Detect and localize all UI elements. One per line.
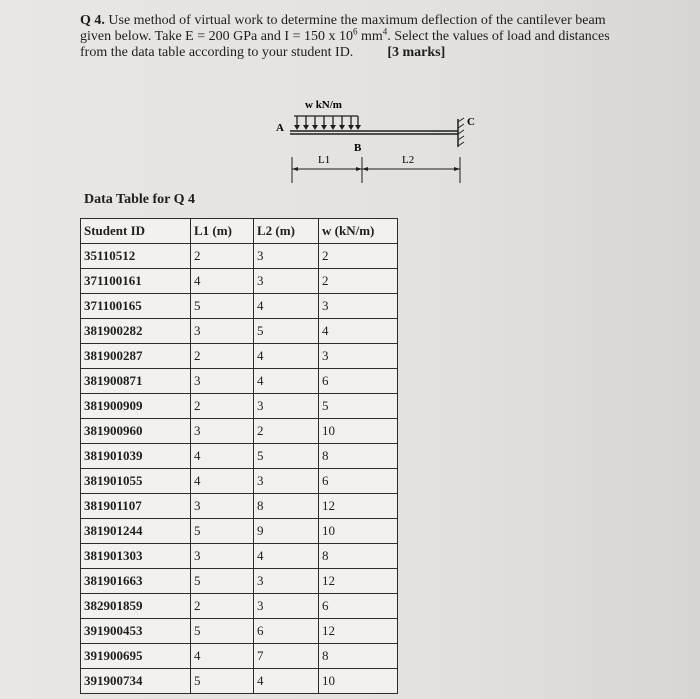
fixed-support-hatch	[458, 118, 464, 146]
cell-l1: 5	[191, 669, 254, 694]
cell-student-id: 381901244	[81, 519, 191, 544]
cell-w: 12	[319, 494, 398, 519]
cell-l2: 3	[254, 394, 319, 419]
table-row	[81, 669, 398, 694]
arrowhead	[294, 125, 300, 130]
cell-student-id: 381900871	[81, 369, 191, 394]
question-line-2-a: given below. Take E = 200 GPa and I = 150 x 10	[80, 29, 353, 44]
span-l2-label: L2	[402, 154, 415, 166]
cell-l2: 6	[254, 619, 319, 644]
table-row	[81, 269, 398, 294]
load-arrowheads	[294, 125, 361, 130]
cell-w: 12	[319, 569, 398, 594]
question-line-3-text: from the data table according to your student ID.	[80, 45, 354, 60]
arrowhead	[303, 125, 309, 130]
cell-student-id: 382901859	[81, 594, 191, 619]
cell-w: 10	[319, 419, 398, 444]
cell-l1: 5	[191, 519, 254, 544]
cell-l2: 5	[254, 444, 319, 469]
cell-w: 8	[319, 444, 398, 469]
cell-w: 10	[319, 519, 398, 544]
cell-l2: 4	[254, 369, 319, 394]
cell-w: 6	[319, 369, 398, 394]
question-number: Q 4.	[80, 13, 105, 28]
load-label: w kN/m	[305, 99, 342, 111]
cell-w: 2	[319, 269, 398, 294]
table-row	[81, 319, 398, 344]
cell-l2: 3	[254, 244, 319, 269]
marks-label: [3 marks]	[387, 45, 446, 60]
cell-l1: 2	[191, 394, 254, 419]
cell-l1: 2	[191, 594, 254, 619]
table-row	[81, 444, 398, 469]
exponent-6: 6	[353, 26, 358, 37]
cell-l2: 3	[254, 469, 319, 494]
cell-w: 5	[319, 394, 398, 419]
cell-l2: 3	[254, 594, 319, 619]
cell-l2: 3	[254, 569, 319, 594]
point-a-label: A	[276, 122, 284, 134]
table-header-row	[81, 219, 398, 244]
header-student-id: Student ID	[81, 219, 191, 244]
cell-l1: 2	[191, 244, 254, 269]
cell-student-id: 371100165	[81, 294, 191, 319]
cell-l1: 4	[191, 444, 254, 469]
cell-w: 6	[319, 594, 398, 619]
point-b-label: B	[354, 142, 362, 154]
table-row	[81, 344, 398, 369]
cell-student-id: 391900695	[81, 644, 191, 669]
exponent-4: 4	[382, 26, 388, 37]
cell-w: 2	[319, 244, 398, 269]
arrowhead	[339, 125, 345, 130]
cell-student-id: 381901663	[81, 569, 191, 594]
cell-student-id: 381901303	[81, 544, 191, 569]
table-row	[81, 244, 398, 269]
cell-student-id: 391900453	[81, 619, 191, 644]
cell-l1: 3	[191, 544, 254, 569]
cell-w: 3	[319, 294, 398, 319]
cell-l1: 5	[191, 294, 254, 319]
cell-l2: 7	[254, 644, 319, 669]
table-row	[81, 469, 398, 494]
cell-w: 6	[319, 469, 398, 494]
header-w: w (kN/m)	[319, 219, 398, 244]
question-line-2-b: mm	[357, 29, 383, 44]
question-line-1	[80, 13, 670, 29]
cell-student-id: 381901039	[81, 444, 191, 469]
cell-student-id: 381901107	[81, 494, 191, 519]
cell-student-id: 381900287	[81, 344, 191, 369]
header-l1: L1 (m)	[191, 219, 254, 244]
cell-l1: 4	[191, 644, 254, 669]
cell-w: 8	[319, 644, 398, 669]
cell-w: 3	[319, 344, 398, 369]
question-line-2	[80, 26, 670, 45]
cell-w: 12	[319, 619, 398, 644]
table-row	[81, 569, 398, 594]
arrowhead	[348, 125, 354, 130]
cantilever-beam-diagram	[270, 95, 500, 190]
cell-l2: 5	[254, 319, 319, 344]
table-row	[81, 519, 398, 544]
question-text	[80, 13, 670, 61]
cell-l1: 3	[191, 369, 254, 394]
cell-l1: 3	[191, 319, 254, 344]
table-row	[81, 394, 398, 419]
arrowhead	[330, 125, 336, 130]
cell-l2: 2	[254, 419, 319, 444]
cell-l1: 5	[191, 569, 254, 594]
table-row	[81, 594, 398, 619]
cell-l2: 4	[254, 294, 319, 319]
table-row	[81, 494, 398, 519]
table-row	[81, 644, 398, 669]
cell-student-id: 381900909	[81, 394, 191, 419]
arrowhead	[355, 125, 361, 130]
data-table	[80, 218, 398, 694]
cell-l1: 3	[191, 494, 254, 519]
cell-l2: 4	[254, 344, 319, 369]
cell-l1: 3	[191, 419, 254, 444]
question-line-3	[80, 45, 670, 61]
cell-student-id: 391900734	[81, 669, 191, 694]
table-row	[81, 419, 398, 444]
cell-student-id: 381901055	[81, 469, 191, 494]
arrowhead	[312, 125, 318, 130]
cell-l2: 8	[254, 494, 319, 519]
cell-l1: 4	[191, 269, 254, 294]
cell-l2: 4	[254, 669, 319, 694]
table-row	[81, 544, 398, 569]
header-l2: L2 (m)	[254, 219, 319, 244]
table-row	[81, 619, 398, 644]
cell-l1: 2	[191, 344, 254, 369]
span-l1-label: L1	[318, 154, 331, 166]
question-line-1-text: Use method of virtual work to determine the maximum deflection of the cantilever beam	[108, 13, 606, 28]
cell-l2: 9	[254, 519, 319, 544]
cell-student-id: 35110512	[81, 244, 191, 269]
question-line-2-c: . Select the values of load and distances	[387, 29, 610, 44]
cell-l2: 4	[254, 544, 319, 569]
cell-l1: 5	[191, 619, 254, 644]
arrowhead	[321, 125, 327, 130]
cell-student-id: 381900282	[81, 319, 191, 344]
cell-l1: 4	[191, 469, 254, 494]
cell-w: 8	[319, 544, 398, 569]
table-row	[81, 294, 398, 319]
cell-w: 10	[319, 669, 398, 694]
cell-w: 4	[319, 319, 398, 344]
point-c-label: C	[467, 116, 475, 128]
cell-student-id: 371100161	[81, 269, 191, 294]
cell-student-id: 381900960	[81, 419, 191, 444]
table-row	[81, 369, 398, 394]
table-caption: Data Table for Q 4	[84, 192, 195, 207]
cell-l2: 3	[254, 269, 319, 294]
